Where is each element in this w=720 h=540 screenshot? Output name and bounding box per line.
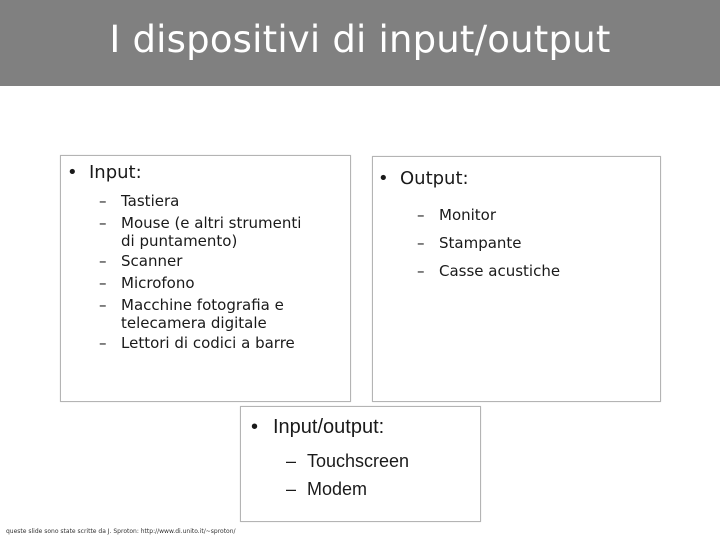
dash-icon: – — [286, 479, 297, 499]
bullet-icon: • — [251, 416, 259, 438]
dash-icon: – — [286, 451, 297, 471]
list-item: – Casse acustiche — [417, 257, 560, 285]
io-heading-row — [251, 415, 384, 439]
list-item: – Touchscreen — [286, 447, 409, 475]
input-output-devices-box — [240, 406, 481, 522]
footer-credit: queste slide sono state scritte da J. Sproton: http://www.di.unito.it/~sproton/ — [6, 528, 236, 535]
list-item: – Tastiera — [99, 192, 180, 210]
dash-icon: – — [417, 262, 425, 280]
bullet-icon: • — [378, 168, 389, 189]
dash-icon: – — [99, 214, 107, 232]
io-heading: Input/output: — [273, 416, 385, 438]
slide-title: I dispositivi di input/output — [109, 18, 611, 61]
list-item: – Mouse (e altri strumenti di puntamento) — [99, 214, 302, 250]
list-item: – Lettori di codici a barre — [99, 334, 295, 352]
dash-icon: – — [99, 274, 107, 292]
dash-icon: – — [99, 334, 107, 352]
output-list — [417, 201, 560, 285]
list-item: – Microfono — [99, 274, 195, 292]
list-item: – Macchine fotografia e telecamera digitale — [99, 296, 284, 332]
output-heading: Output: — [400, 168, 469, 189]
dash-icon: – — [99, 252, 107, 270]
dash-icon: – — [417, 234, 425, 252]
output-heading-row — [378, 168, 469, 190]
list-item: – Monitor — [417, 201, 560, 229]
bullet-icon: • — [67, 162, 78, 183]
input-list — [99, 190, 301, 354]
output-devices-box — [372, 156, 661, 402]
title-bar — [0, 0, 720, 86]
list-item: – Stampante — [417, 229, 560, 257]
io-list — [286, 447, 409, 503]
input-heading-row — [67, 162, 142, 184]
dash-icon: – — [417, 206, 425, 224]
input-heading: Input: — [89, 162, 142, 183]
list-item: – Scanner — [99, 252, 183, 270]
input-devices-box — [60, 155, 351, 402]
list-item: – Modem — [286, 475, 409, 503]
dash-icon: – — [99, 192, 107, 210]
dash-icon: – — [99, 296, 107, 314]
